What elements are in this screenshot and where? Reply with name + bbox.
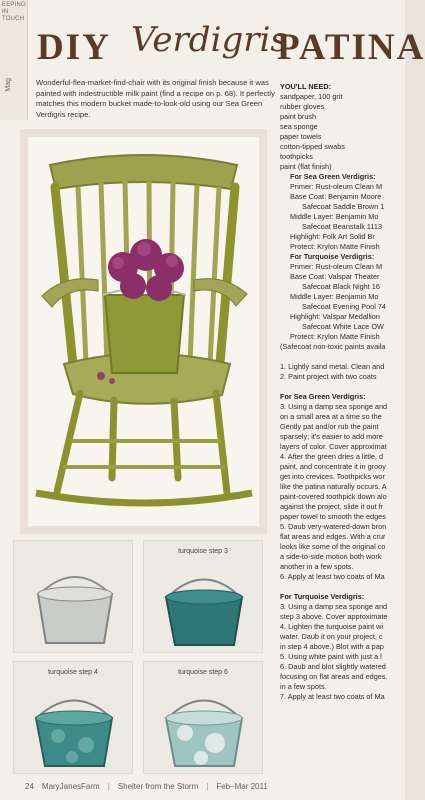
page-footer (25, 781, 405, 791)
supply-item: paint brush (280, 112, 317, 121)
footer-separator: | (107, 781, 110, 791)
turquoise-step-line: step 3 above. Cover approximate (280, 612, 388, 621)
supply-line: Protect: Krylon Matte Finish (290, 242, 380, 251)
supply-line: Safecoat Black Night 16 (302, 282, 380, 291)
bucket-card-4 (143, 661, 263, 774)
common-step: 2. Paint project with two coats (280, 372, 377, 381)
bucket-card-2 (143, 540, 263, 653)
turquoise-step-line: in step 4 above.) Blot with a pap (280, 642, 384, 651)
supply-line: Safecoat Beanstalk 1113 (302, 222, 383, 231)
sea-green-step-line: paint-covered toothpick down alo (280, 492, 387, 501)
section-tab (0, 0, 28, 120)
intro-paragraph: Wonderful-flea-market-find-chair with its original finish because it was painted with indestructible milk paint (find a recipe on p. 68). It perfectly matches this modern bucket made-to-look-old using our Sea Green Verdigris recipe. (36, 78, 275, 119)
sea-green-step-line: like the patina naturally occurs. A (280, 482, 387, 491)
supply-line: Highlight: Folk Art Solid Br (290, 232, 375, 241)
article-title (37, 20, 425, 72)
sea-green-step-line: sparsely; it's easier to add more (280, 432, 383, 441)
supply-line: Primer: Rust-oleum Clean M (290, 182, 383, 191)
tab-side-label: Mag (5, 78, 12, 92)
chair-photo (20, 129, 267, 534)
title-patina: PATINA (277, 27, 425, 68)
magazine-brand: MaryJanesFarm (41, 781, 100, 791)
supply-line: Base Coat: Benjamin Moore (290, 192, 382, 201)
supplies-heading: YOU'LL NEED: (280, 82, 332, 91)
sea-green-step-line: 5. Daub very-watered-down bron (280, 522, 387, 531)
bucket-card-label: turquoise step 4 (48, 669, 98, 676)
supply-item: sandpaper, 100 grit (280, 92, 343, 101)
bucket-steps-grid (13, 540, 265, 774)
bucket-icon (144, 662, 264, 775)
supply-line: Base Coat: Valspar Theater (290, 272, 380, 281)
supply-item: paper towels (280, 132, 322, 141)
turquoise-step-line: 4. Lighten the turquoise paint wi (280, 622, 384, 631)
sea-green-step-line: a side-to-side motion both work (280, 552, 382, 561)
turquoise-step-line: 6. Daub and blot slightly watered (280, 662, 386, 671)
supply-item: sea sponge (280, 122, 318, 131)
sea-green-step-line: Gently pat and/or rub the paint (280, 422, 379, 431)
supply-line: Middle Layer: Benjamin Mo (290, 212, 379, 221)
safecoat-note: (Safecoat non-toxic paints availa (280, 342, 386, 351)
turquoise-step-line: 5. Using white paint with just a l (280, 652, 382, 661)
bucket-icon (14, 662, 134, 775)
sea-green-supplies-heading: For Sea Green Verdigris: (290, 172, 376, 181)
title-diy: DIY (37, 27, 111, 68)
supply-line: Safecoat White Lace OW (302, 322, 384, 331)
turquoise-steps-heading: For Turquoise Verdigris: (280, 592, 365, 601)
instructions-column (280, 82, 402, 772)
bucket-card-label: turquoise step 3 (178, 548, 228, 555)
sea-green-step-line: 4. After the green dries a little, d (280, 452, 384, 461)
sea-green-step-line: against the project, slide it out fr (280, 502, 384, 511)
supply-line: Safecoat Saddle Brown 1 (302, 202, 385, 211)
supply-line: Highlight: Valspar Medallion (290, 312, 380, 321)
supply-item: paint (flat finish) (280, 162, 332, 171)
sea-green-step-line: flat areas and edges. With a crur (280, 532, 386, 541)
supply-line: Primer: Rust-oleum Clean M (290, 262, 383, 271)
sea-green-step-line: 3. Using a damp sea sponge and (280, 402, 388, 411)
sea-green-step-line: layers of color. Cover approximat (280, 442, 387, 451)
common-step: 1. Lightly sand metal. Clean and (280, 362, 385, 371)
supply-item: cotton-tipped swabs (280, 142, 345, 151)
supply-line: Safecoat Evening Pool 74 (302, 302, 386, 311)
turquoise-step-line: focusing on flat areas and edges. (280, 672, 388, 681)
turquoise-step-line: 7. Apply at least two coats of Ma (280, 692, 385, 701)
title-verdigris: Verdigris (131, 20, 288, 60)
bucket-card-1 (13, 540, 133, 653)
turquoise-step-line: water. Daub it on your project, c (280, 632, 383, 641)
turquoise-supplies-heading: For Turquoise Verdigris: (290, 252, 375, 261)
sea-green-steps-heading: For Sea Green Verdigris: (280, 392, 366, 401)
chair-illustration (28, 137, 259, 526)
bucket-icon (144, 541, 264, 654)
page-number: 24 (25, 781, 34, 791)
sea-green-step-line: another in a few spots. (280, 562, 354, 571)
issue-date: Feb–Mar 2011 (216, 781, 268, 791)
sea-green-step-line: 6. Apply at least two coats of Ma (280, 572, 385, 581)
supply-line: Protect: Krylon Matte Finish (290, 332, 380, 341)
footer-separator: | (206, 781, 209, 791)
sea-green-step-line: paper towel to smooth the edges (280, 512, 386, 521)
turquoise-step-line: 3. Using a damp sea sponge and (280, 602, 388, 611)
bucket-card-label: turquoise step 6 (178, 669, 228, 676)
supply-item: toothpicks (280, 152, 313, 161)
tab-label: EEPING IN TOUCH (2, 2, 26, 22)
sea-green-step-line: get into crevices. Toothpicks wor (280, 472, 385, 481)
turquoise-step-line: in a few spots. (280, 682, 327, 691)
bucket-card-3 (13, 661, 133, 774)
sea-green-step-line: on a small area at a time so the (280, 412, 382, 421)
sea-green-step-line: looks like some of the original co (280, 542, 386, 551)
supply-line: Middle Layer: Benjamin Mo (290, 292, 379, 301)
bucket-icon (14, 541, 134, 654)
supply-item: rubber gloves (280, 102, 325, 111)
section-name: Shelter from the Storm (117, 781, 199, 791)
sea-green-step-line: paint, and concentrate it in grooy (280, 462, 386, 471)
